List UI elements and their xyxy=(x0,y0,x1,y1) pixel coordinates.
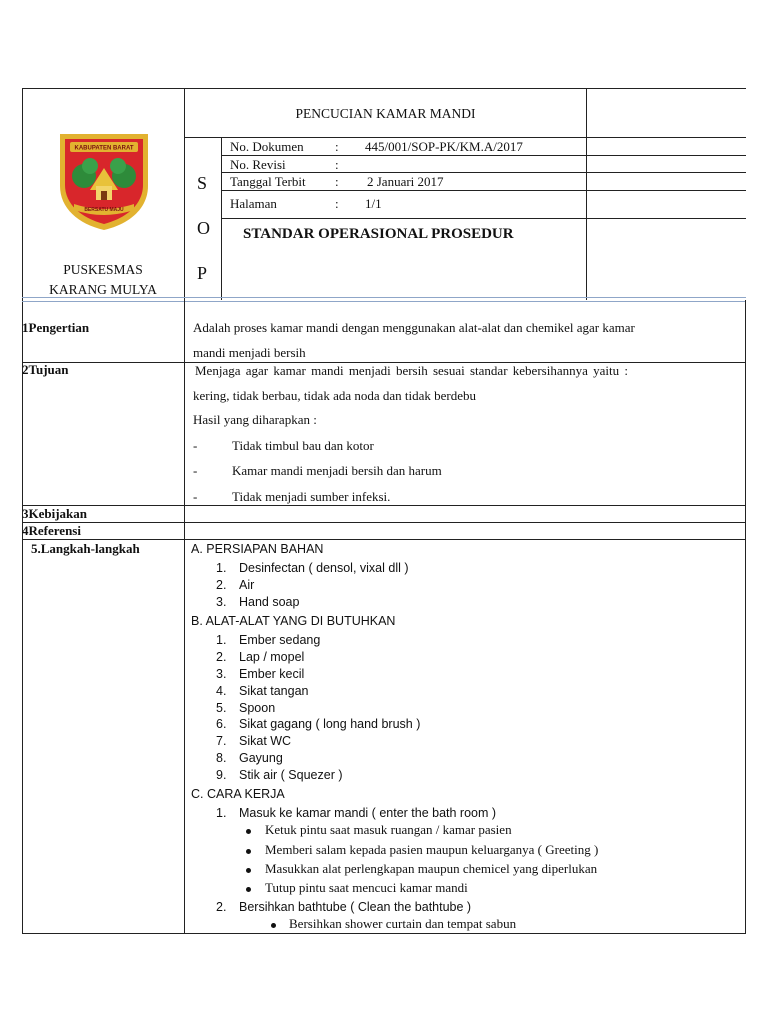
bullet-icon xyxy=(246,887,251,892)
list-item: Desinfectan ( densol, vixal dll ) xyxy=(239,561,409,575)
list-item: Spoon xyxy=(239,701,276,715)
list-number: 2. xyxy=(216,650,227,664)
sop-letter-o: O xyxy=(197,218,210,238)
row-label-referensi: 4Referensi xyxy=(22,523,81,538)
list-item: Sikat tangan xyxy=(239,684,309,698)
org-name-line1: PUSKESMAS xyxy=(63,262,143,277)
regency-emblem xyxy=(52,128,156,232)
list-item: Masukkan alat perlengkapan maupun chemicel yang diperlukan xyxy=(265,861,598,876)
list-item: Memberi salam kepada pasien maupun keluarganya ( Greeting ) xyxy=(265,842,599,857)
list-number: 4. xyxy=(216,684,227,698)
row-label-kebijakan: 3Kebijakan xyxy=(22,506,88,521)
meta-label-doc: No. Dokumen xyxy=(230,139,304,154)
sop-letter-s: S xyxy=(197,173,208,193)
list-number: 7. xyxy=(216,734,227,748)
list-item: Tutup pintu saat mencuci kamar mandi xyxy=(265,880,468,895)
col-divider-body xyxy=(184,300,185,934)
list-item: Ketuk pintu saat masuk ruangan / kamar pasien xyxy=(265,822,512,837)
list-number: 1. xyxy=(216,806,227,820)
col-divider-right xyxy=(586,88,587,300)
section-b-heading: B. ALAT-ALAT YANG DI BUTUHKAN xyxy=(191,614,396,628)
meta-value-date: 2 Januari 2017 xyxy=(367,174,444,189)
row-label-pengertian: 1Pengertian xyxy=(22,320,90,335)
table-border-right xyxy=(745,300,746,934)
list-item: Bersihkan shower curtain dan tempat sabun xyxy=(289,916,517,931)
emblem-top-text: KABUPATEN BARAT xyxy=(74,145,134,152)
tujuan-hasil-label: Hasil yang diharapkan : xyxy=(193,412,317,427)
list-number: 3. xyxy=(216,667,227,681)
meta-sep-doc: : xyxy=(335,139,339,154)
list-item: Ember sedang xyxy=(239,633,321,647)
section-a-heading: A. PERSIAPAN BAHAN xyxy=(191,542,324,556)
tujuan-line-2: kering, tidak berbau, tidak ada noda dan tidak berdebu xyxy=(193,388,477,403)
meta-sep-page: : xyxy=(335,196,339,211)
table-border-bottom xyxy=(22,933,746,934)
emblem-shield-icon xyxy=(52,128,156,232)
tujuan-item: Kamar mandi menjadi bersih dan harum xyxy=(232,463,442,478)
row-label-tujuan: 2Tujuan xyxy=(22,362,69,377)
tujuan-item-dash: - xyxy=(193,489,198,504)
bullet-icon xyxy=(246,849,251,854)
bullet-icon xyxy=(246,868,251,873)
meta-label-page: Halaman xyxy=(230,196,277,211)
list-number: 5. xyxy=(216,701,227,715)
meta-sep-date: : xyxy=(335,174,339,189)
bullet-icon xyxy=(271,923,276,928)
list-item: Air xyxy=(239,578,255,592)
emblem-bottom-text: BERSATU MAJU xyxy=(84,207,124,213)
list-number: 2. xyxy=(216,578,227,592)
list-item: Sikat WC xyxy=(239,734,292,748)
list-number: 8. xyxy=(216,751,227,765)
meta-value-doc: 445/001/SOP-PK/KM.A/2017 xyxy=(365,139,523,154)
meta-label-date: Tanggal Terbit xyxy=(230,174,306,189)
meta-value-page: 1/1 xyxy=(365,196,382,211)
pengertian-line-1: Adalah proses kamar mandi dengan menggunakan alat-alat dan chemikel agar kamar xyxy=(193,320,635,335)
row-line xyxy=(22,539,746,540)
row-line xyxy=(184,137,746,138)
list-number: 1. xyxy=(216,561,227,575)
document-title: PENCUCIAN KAMAR MANDI xyxy=(295,106,476,121)
row-line xyxy=(221,172,746,173)
tujuan-item-dash: - xyxy=(193,463,198,478)
list-item: Lap / mopel xyxy=(239,650,305,664)
document-subtitle: STANDAR OPERASIONAL PROSEDUR xyxy=(243,226,514,242)
list-item: Hand soap xyxy=(239,595,300,609)
list-number: 3. xyxy=(216,595,227,609)
pengertian-line-2: mandi menjadi bersih xyxy=(193,345,306,360)
row-line xyxy=(221,155,746,156)
sop-letter-p: P xyxy=(197,263,208,283)
list-item: Ember kecil xyxy=(239,667,305,681)
row-line xyxy=(22,522,746,523)
header-separator xyxy=(22,297,746,302)
meta-label-revision: No. Revisi xyxy=(230,157,286,172)
row-label-langkah: 5.Langkah-langkah xyxy=(31,541,140,556)
row-line xyxy=(221,190,746,191)
list-item: Masuk ke kamar mandi ( enter the bath room ) xyxy=(239,806,497,820)
list-item: Gayung xyxy=(239,751,283,765)
section-c-heading: C. CARA KERJA xyxy=(191,787,285,801)
tujuan-line-1: Menjaga agar kamar mandi menjadi bersih sesuai standar kebersihannya yaitu : xyxy=(195,363,628,378)
table-border-top xyxy=(22,88,746,89)
list-number: 9. xyxy=(216,768,227,782)
list-item: Bersihkan bathtube ( Clean the bathtube ) xyxy=(239,900,472,914)
tujuan-item: Tidak menjadi sumber infeksi. xyxy=(232,489,391,504)
org-name-line2: KARANG MULYA xyxy=(49,282,157,297)
list-item: Sikat gagang ( long hand brush ) xyxy=(239,717,421,731)
bullet-icon xyxy=(246,829,251,834)
list-item: Stik air ( Squezer ) xyxy=(239,768,343,782)
tujuan-item: Tidak timbul bau dan kotor xyxy=(232,438,374,453)
list-number: 6. xyxy=(216,717,227,731)
list-number: 1. xyxy=(216,633,227,647)
row-line xyxy=(22,505,746,506)
list-number: 2. xyxy=(216,900,227,914)
meta-sep-revision: : xyxy=(335,157,339,172)
row-line xyxy=(221,218,746,219)
tujuan-item-dash: - xyxy=(193,438,198,453)
